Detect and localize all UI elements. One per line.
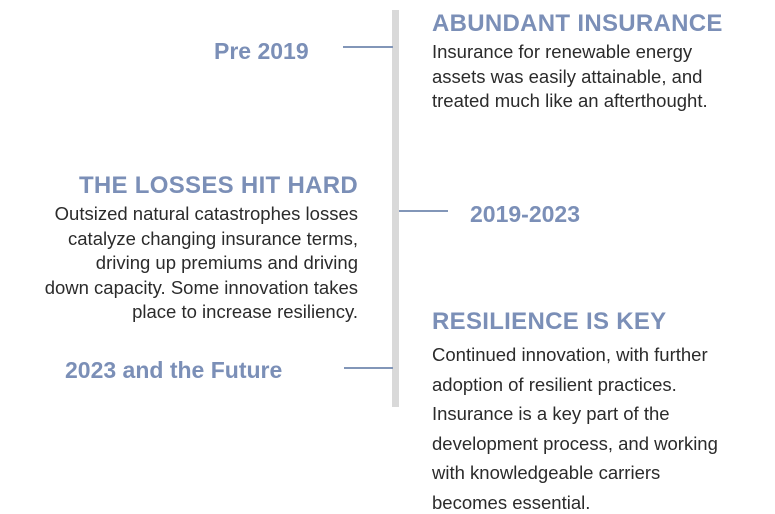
era-label-2019-2023: 2019-2023	[470, 201, 580, 227]
era-label-2023-and-the-future: 2023 and the Future	[65, 357, 283, 383]
description-line: development process, and working	[432, 432, 718, 454]
description-line: adoption of resilient practices.	[432, 373, 677, 395]
heading-resilience-is-key: RESILIENCE IS KEY	[432, 308, 667, 335]
description-abundant-insurance	[432, 40, 708, 114]
description-line: driving up premiums and driving	[95, 252, 358, 273]
description-line: Insurance is a key part of the	[432, 403, 670, 424]
era-label-pre-2019: Pre 2019	[214, 38, 309, 64]
connector-2023-and-the-future	[344, 367, 393, 369]
heading-abundant-insurance: ABUNDANT INSURANCE	[432, 10, 723, 37]
connector-2019-2023	[399, 210, 448, 212]
description-losses-hit-hard	[45, 202, 358, 325]
description-line: Outsized natural catastrophes losses	[54, 203, 358, 224]
connector-pre-2019	[343, 46, 393, 48]
description-line: catalyze changing insurance terms,	[68, 227, 358, 249]
heading-losses-hit-hard: THE LOSSES HIT HARD	[78, 172, 358, 199]
description-line: treated much like an afterthought.	[432, 90, 708, 111]
description-line: with knowledgeable carriers	[432, 462, 661, 483]
description-line: place to increase resiliency.	[132, 301, 358, 322]
timeline-spine	[392, 10, 399, 407]
description-line: down capacity. Some innovation takes	[44, 276, 358, 298]
description-resilience-is-key	[432, 340, 718, 514]
description-line: Insurance for renewable energy	[432, 41, 693, 62]
description-line: assets was easily attainable, and	[432, 65, 703, 87]
description-line: Continued innovation, with further	[432, 344, 708, 365]
description-line: becomes essential.	[432, 491, 591, 513]
